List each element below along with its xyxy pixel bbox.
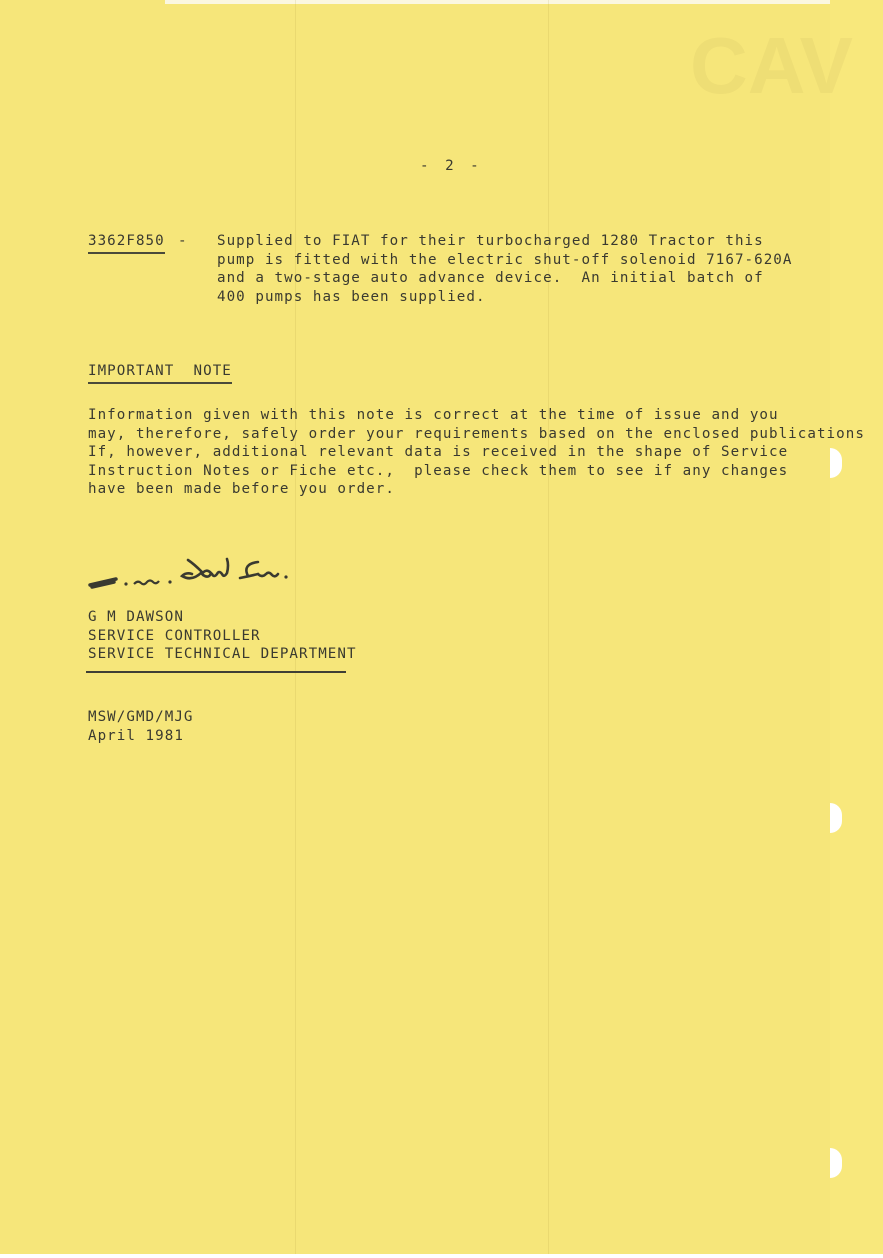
signatory-title: SERVICE CONTROLLER: [88, 627, 261, 644]
fold-line: [548, 0, 549, 1254]
signature-icon: [88, 552, 358, 592]
note-line: If, however, additional relevant data is received in the shape of Service: [88, 444, 789, 460]
entry-line: pump is fitted with the electric shut-off solenoid 7167-620A: [217, 251, 793, 268]
signatory-name: G M DAWSON: [88, 609, 184, 625]
scan-edge: [165, 0, 830, 4]
show-through-logo: CAV: [690, 21, 853, 110]
part-number: 3362F850: [88, 232, 165, 254]
fold-line: [295, 0, 296, 1254]
entry-line: and a two-stage auto advance device. An initial batch of: [217, 270, 764, 286]
entry-line: Supplied to FIAT for their turbocharged 1280 Tractor this: [217, 233, 764, 249]
reference-code: MSW/GMD/MJG: [88, 709, 194, 725]
note-line: have been made before you order.: [88, 481, 395, 497]
entry-line: 400 pumps has been supplied.: [217, 288, 486, 305]
signature-rule: [86, 671, 346, 673]
note-line: Instruction Notes or Fiche etc., please check them to see if any changes: [88, 462, 789, 479]
entry-dash: -: [178, 233, 188, 249]
note-heading: IMPORTANT NOTE: [88, 362, 232, 384]
note-line: may, therefore, safely order your requirements based on the enclosed publications: [88, 425, 865, 442]
note-line: Information given with this note is correct at the time of issue and you: [88, 407, 779, 423]
paper-margin: [830, 0, 883, 1254]
issue-date: April 1981: [88, 727, 184, 744]
signatory-department: SERVICE TECHNICAL DEPARTMENT: [88, 646, 357, 662]
page-number: - 2 -: [420, 158, 483, 174]
